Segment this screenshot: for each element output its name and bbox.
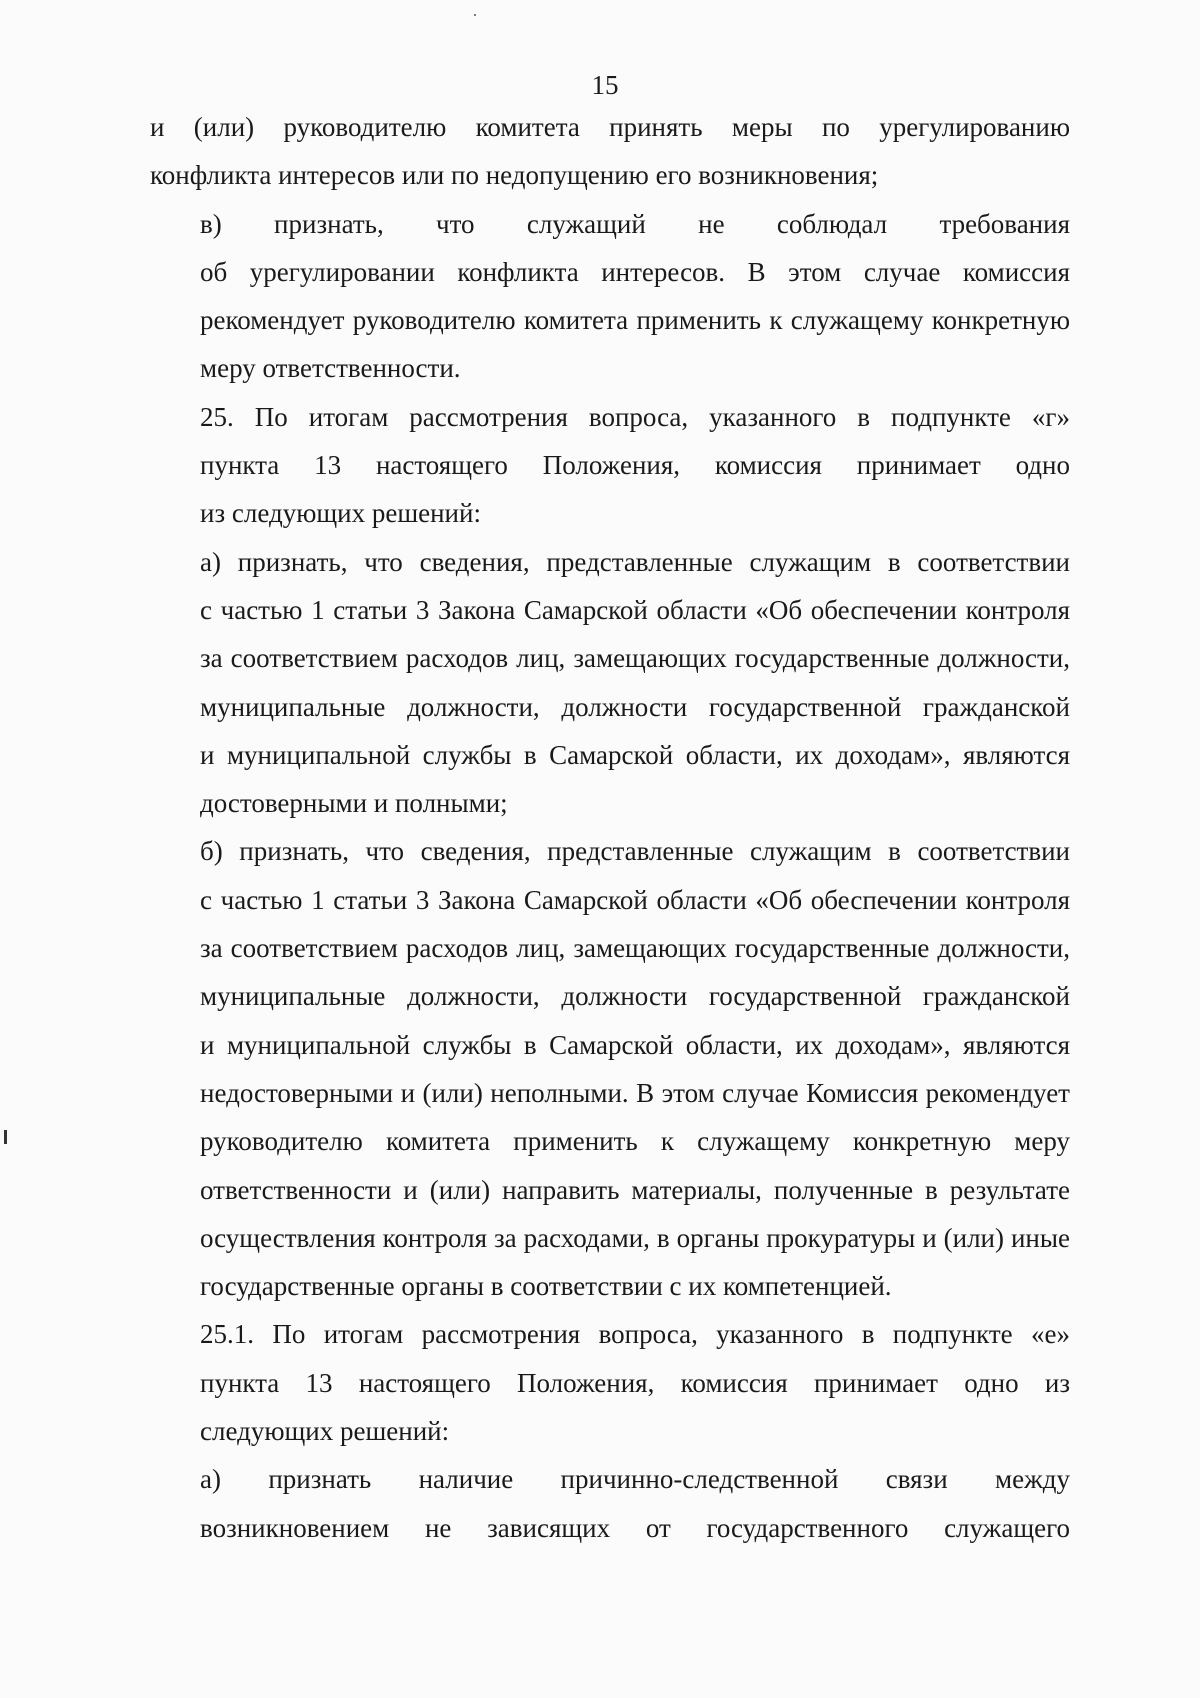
text-line: и муниципальной службы в Самарской области, их доходам», являются bbox=[200, 1029, 1070, 1060]
scan-speck bbox=[474, 14, 476, 16]
text-line: с частью 1 статьи 3 Закона Самарской области «Об обеспечении контроля bbox=[200, 594, 1070, 625]
scan-edge-mark bbox=[4, 1130, 7, 1144]
text-line: а) признать, что сведения, представленные служащим в соответствии bbox=[200, 546, 1070, 577]
text-line: недостоверными и (или) неполными. В этом случае Комиссия рекомендует bbox=[200, 1077, 1070, 1108]
text-line: руководителю комитета применить к служащему конкретную меру bbox=[200, 1126, 1070, 1157]
text-line: б) признать, что сведения, представленные служащим в соответствии bbox=[200, 836, 1070, 867]
paragraph bbox=[150, 827, 1070, 1310]
text-line: возникновением не зависящих от государственного служащего bbox=[200, 1512, 1070, 1543]
text-line: 25. По итогам рассмотрения вопроса, указанного в подпункте «г» bbox=[200, 401, 1070, 432]
text-line: государственные органы в соответствии с их компетенцией. bbox=[200, 1271, 892, 1302]
text-line: рекомендует руководителю комитета применить к служащему конкретную bbox=[200, 305, 1070, 336]
text-line: ответственности и (или) направить материалы, полученные в результате bbox=[200, 1174, 1070, 1205]
text-line: и муниципальной службы в Самарской области, их доходам», являются bbox=[200, 739, 1070, 770]
paragraph bbox=[150, 1310, 1070, 1455]
text-line: за соответствием расходов лиц, замещающих государственные должности, bbox=[200, 643, 1070, 674]
text-line: конфликта интересов или по недопущению его возникновения; bbox=[150, 160, 879, 191]
text-line: меру ответственности. bbox=[200, 353, 461, 384]
text-line: в) признать, что служащий не соблюдал требования bbox=[200, 208, 1070, 239]
text-line: следующих решений: bbox=[200, 1416, 450, 1447]
paragraph bbox=[150, 1455, 1070, 1552]
paragraph bbox=[150, 103, 1070, 200]
text-line: и (или) руководителю комитета принять меры по урегулированию bbox=[150, 112, 1070, 142]
page-number: 15 bbox=[591, 70, 619, 100]
text-line: достоверными и полными; bbox=[200, 788, 508, 819]
text-line: муниципальные должности, должности государственной гражданской bbox=[200, 981, 1070, 1012]
document-body bbox=[150, 103, 1070, 1552]
text-line: 25.1. По итогам рассмотрения вопроса, указанного в подпункте «е» bbox=[200, 1319, 1070, 1350]
text-line: с частью 1 статьи 3 Закона Самарской области «Об обеспечении контроля bbox=[200, 884, 1070, 915]
paragraph bbox=[150, 200, 1070, 393]
text-line: муниципальные должности, должности государственной гражданской bbox=[200, 691, 1070, 722]
text-line: пункта 13 настоящего Положения, комиссия принимает одно из bbox=[200, 1367, 1070, 1398]
text-line: за соответствием расходов лиц, замещающих государственные должности, bbox=[200, 933, 1070, 964]
paragraph bbox=[150, 393, 1070, 538]
text-line: об урегулировании конфликта интересов. В этом случае комиссия bbox=[200, 256, 1070, 287]
paragraph bbox=[150, 538, 1070, 828]
text-line: из следующих решений: bbox=[200, 498, 481, 529]
text-line: осуществления контроля за расходами, в органы прокуратуры и (или) иные bbox=[200, 1222, 1070, 1253]
text-line: а) признать наличие причинно-следственной связи между bbox=[200, 1464, 1070, 1495]
text-line: пункта 13 настоящего Положения, комиссия принимает одно bbox=[200, 450, 1070, 481]
